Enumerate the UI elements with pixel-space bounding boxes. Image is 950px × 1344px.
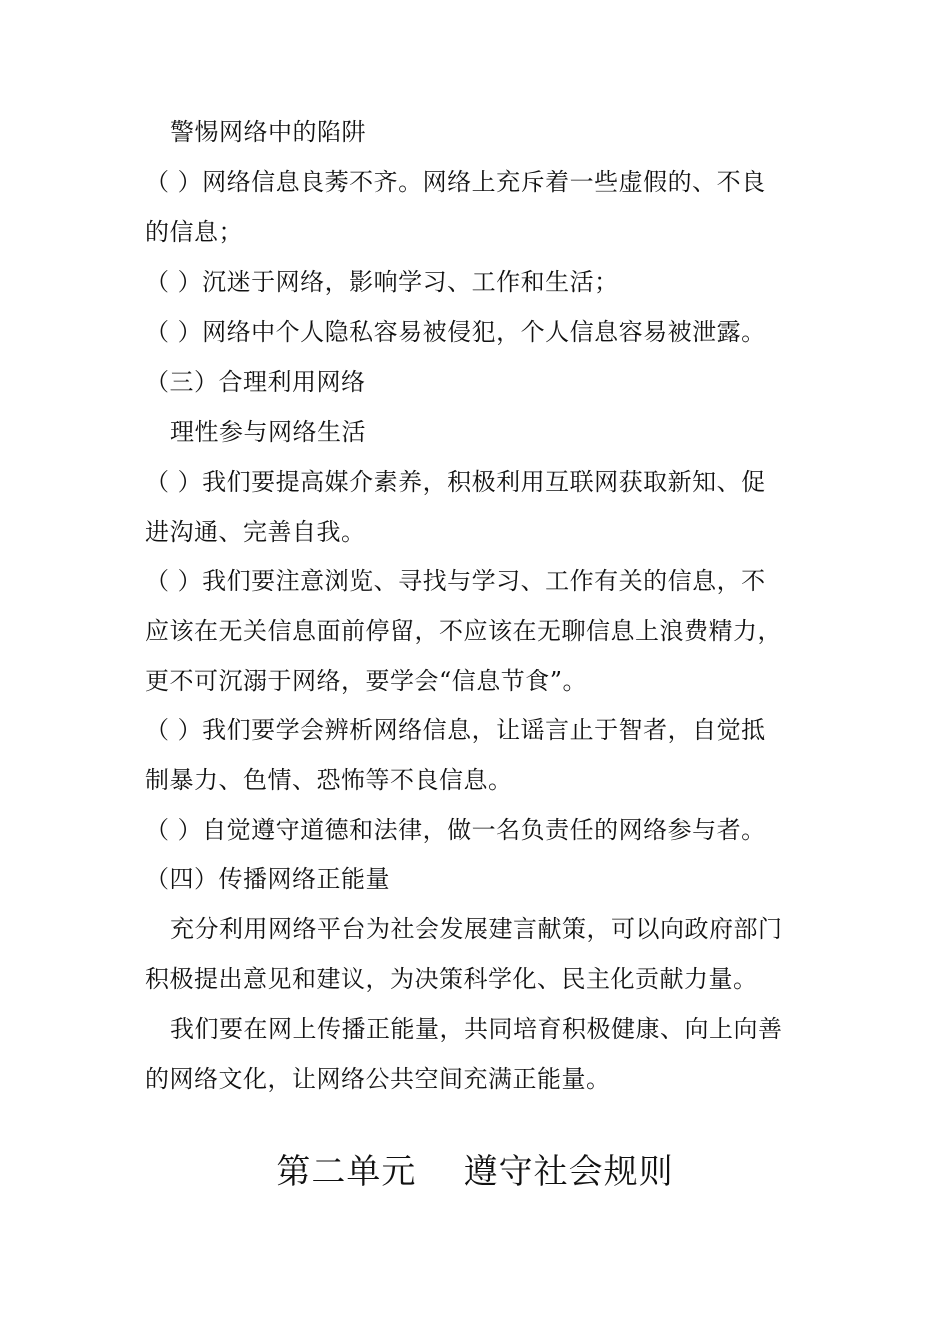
paragraph-line: 进沟通、完善自我。 xyxy=(145,518,366,546)
section-heading-4: （四）传播网络正能量 xyxy=(145,865,390,893)
subheading-rational-participation: 理性参与网络生活 xyxy=(170,418,366,446)
paragraph-line: （ ）网络中个人隐私容易被侵犯，个人信息容易被泄露。 xyxy=(145,318,766,346)
paragraph-line: 应该在无关信息面前停留，不应该在无聊信息上浪费精力， xyxy=(145,617,782,645)
paragraph-line: （ ）我们要提高媒介素养，积极利用互联网获取新知、促 xyxy=(145,468,766,496)
paragraph-line: （ ）网络信息良莠不齐。网络上充斥着一些虚假的、不良 xyxy=(145,168,766,196)
paragraph-line: 制暴力、色情、恐怖等不良信息。 xyxy=(145,766,513,794)
heading-network-traps: 警惕网络中的陷阱 xyxy=(170,118,366,146)
paragraph-line: （ ）沉迷于网络，影响学习、工作和生活； xyxy=(145,268,619,296)
paragraph-line: （ ）我们要注意浏览、寻找与学习、工作有关的信息，不 xyxy=(145,567,766,595)
section-heading-3: （三）合理利用网络 xyxy=(145,368,366,396)
paragraph-line: 的网络文化，让网络公共空间充满正能量。 xyxy=(145,1065,611,1093)
unit-title: 第二单元 遵守社会规则 xyxy=(276,1152,674,1192)
paragraph-line: 充分利用网络平台为社会发展建言献策，可以向政府部门 xyxy=(170,915,783,943)
paragraph-line: 我们要在网上传播正能量，共同培育积极健康、向上向善 xyxy=(170,1015,783,1043)
paragraph-line: （ ）我们要学会辨析网络信息，让谣言止于智者，自觉抵 xyxy=(145,716,766,744)
paragraph-line: 更不可沉溺于网络，要学会“信息节食”。 xyxy=(145,667,588,695)
paragraph-line: （ ）自觉遵守道德和法律，做一名负责任的网络参与者。 xyxy=(145,816,766,844)
paragraph-line: 的信息； xyxy=(145,218,243,246)
paragraph-line: 积极提出意见和建议，为决策科学化、民主化贡献力量。 xyxy=(145,965,758,993)
